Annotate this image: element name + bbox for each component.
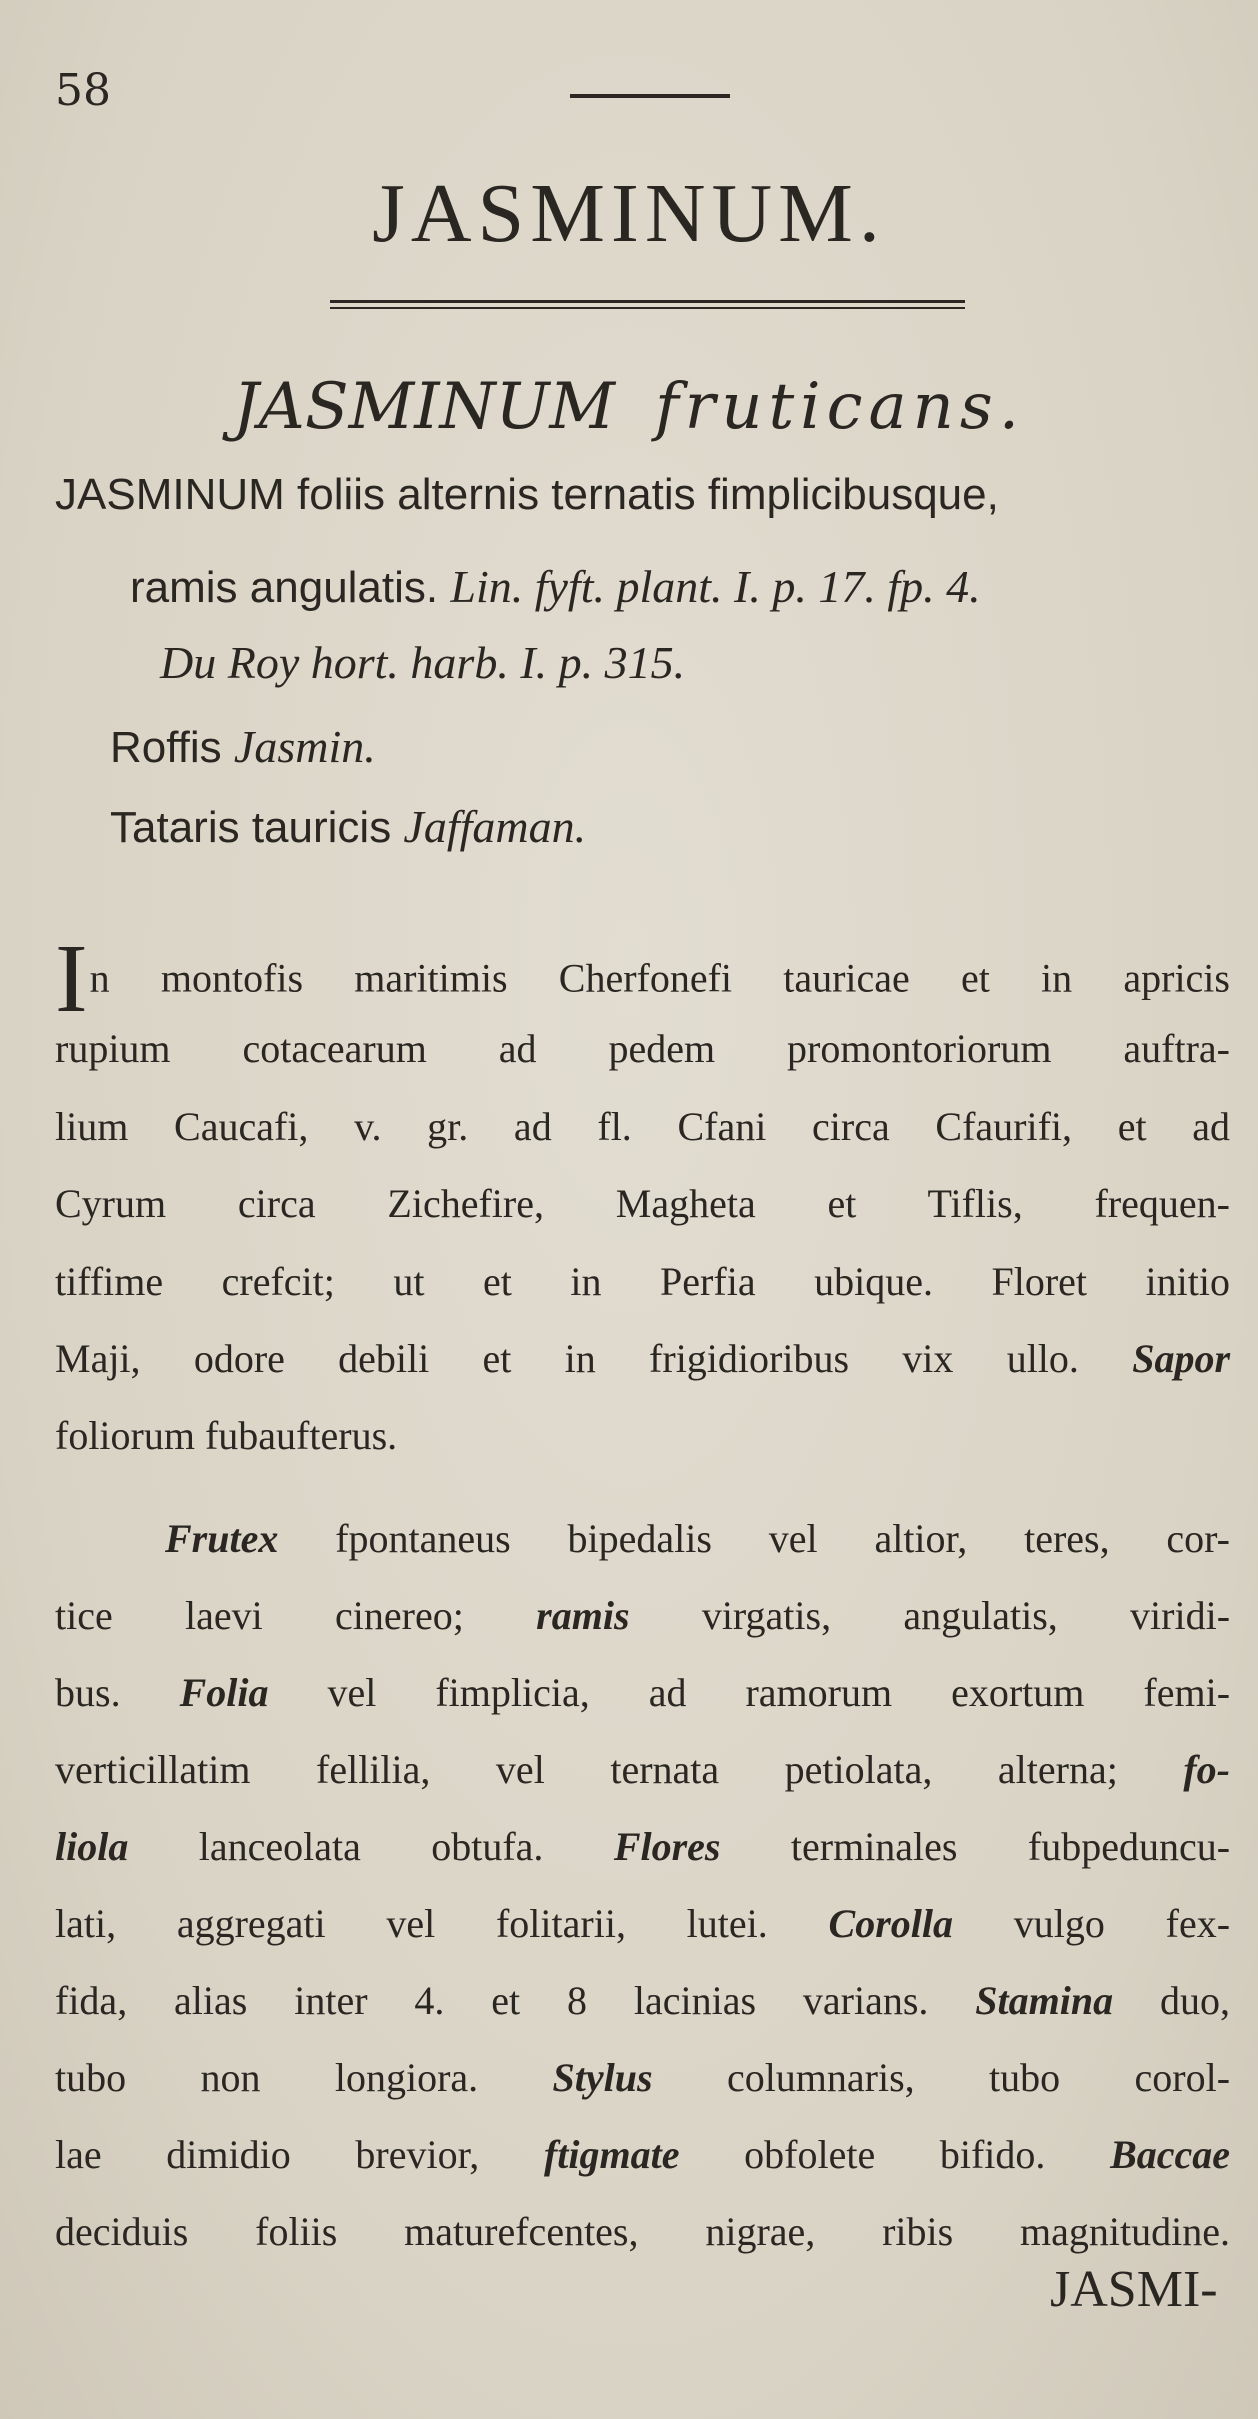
para2-line-2-a: tice laevi cinereo; <box>55 1593 464 1638</box>
para2-line-9 <box>55 2131 1230 2178</box>
para2-line-6-a: lati, aggregati vel folitarii, lutei. <box>55 1901 768 1946</box>
synonym-line-2-text: ramis angulatis. <box>130 563 439 612</box>
term-folia: Folia <box>179 1670 269 1715</box>
synonym-line-5-name: Jaffaman. <box>403 801 587 852</box>
para2-line-6-b: vulgo fex- <box>1013 1901 1231 1946</box>
catchword: JASMI- <box>1050 2261 1218 2318</box>
para2-line-6 <box>55 1900 1230 1947</box>
synonym-line-3-reference: Du Roy hort. harb. I. p. 315. <box>160 637 686 688</box>
synonym-line-2 <box>130 560 981 613</box>
page-title: JASMINUM. <box>372 167 886 260</box>
term-stylus: Stylus <box>552 2055 653 2100</box>
term-foliola-start: fo- <box>1183 1747 1230 1792</box>
title-double-rule <box>330 300 965 309</box>
term-baccae: Baccae <box>1110 2132 1231 2177</box>
para1-line-1-text: n montofis maritimis Cherfonefi tauricae et in apricis <box>89 955 1230 1001</box>
para2-line-9-b: obfolete bifido. <box>744 2132 1046 2177</box>
term-flores: Flores <box>613 1824 721 1869</box>
synonym-line-3 <box>160 636 685 689</box>
synonym-line-5 <box>110 800 586 853</box>
synonym-line-5-text: Tataris tauricis <box>110 803 392 852</box>
drop-cap: I <box>55 925 88 1033</box>
para2-line-10: deciduis foliis maturefcentes, nigrae, ribis magnitudine. <box>55 2209 1230 2254</box>
para2-line-7 <box>55 1977 1230 2024</box>
para2-line-8-a: tubo non longiora. <box>55 2055 479 2100</box>
term-sapor: Sapor <box>1132 1336 1231 1381</box>
para2-line-1 <box>165 1515 1230 1562</box>
para1-line-4: Cyrum circa Zichefire, Magheta et Tiflis, frequen- <box>55 1181 1230 1226</box>
synonym-line-4-name: Jasmin. <box>233 721 376 772</box>
para2-line-7-b: duo, <box>1160 1978 1231 2023</box>
para1-line-3: lium Caucafi, v. gr. ad fl. Cfani circa Cfaurifi, et ad <box>55 1104 1230 1149</box>
para2-line-2 <box>55 1592 1230 1639</box>
para2-line-3-b: vel fimplicia, ad ramorum exortum femi- <box>327 1670 1231 1715</box>
header-rule <box>570 94 730 98</box>
synonym-line-1: JASMINUM foliis alternis ternatis fimplicibusque, <box>55 470 999 519</box>
synonym-line-4-text: Roffis <box>110 723 222 772</box>
term-frutex: Frutex <box>165 1516 279 1561</box>
para2-line-4 <box>55 1746 1230 1793</box>
term-corolla: Corolla <box>828 1901 954 1946</box>
para2-line-8 <box>55 2054 1230 2101</box>
para1-line-6-text: Maji, odore debili et in frigidioribus vix ullo. <box>55 1336 1079 1381</box>
term-ramis: ramis <box>536 1593 630 1638</box>
para2-line-2-b: virgatis, angulatis, viridi- <box>701 1593 1231 1638</box>
para2-line-9-a: lae dimidio brevior, <box>55 2132 480 2177</box>
page-number: 58 <box>55 65 111 116</box>
para2-line-4-a: verticillatim fellilia, vel ternata petiolata, alterna; <box>55 1747 1118 1792</box>
term-stamina: Stamina <box>975 1978 1114 2023</box>
para2-line-5-b: terminales fubpeduncu- <box>790 1824 1231 1869</box>
species-heading <box>0 370 1258 444</box>
para2-line-7-a: fida, alias inter 4. et 8 lacinias varians. <box>55 1978 929 2023</box>
synonym-line-4 <box>110 720 376 773</box>
para1-line-6 <box>55 1335 1230 1382</box>
para1-line-1 <box>55 925 1230 1033</box>
para2-line-3 <box>55 1669 1230 1716</box>
para1-line-2: rupium cotacearum ad pedem promontoriorum auftra- <box>55 1026 1230 1071</box>
synonym-line-2-reference: Lin. fyft. plant. I. p. 17. fp. 4. <box>450 561 981 612</box>
species-genus: JASMINUM <box>232 370 615 444</box>
species-epithet: fruticans. <box>654 370 1026 444</box>
term-stigmate: ftigmate <box>543 2132 680 2177</box>
para2-line-1-text: fpontaneus bipedalis vel altior, teres, cor- <box>335 1516 1231 1561</box>
term-foliola-end: liola <box>55 1824 129 1869</box>
para2-line-5 <box>55 1823 1230 1870</box>
para1-line-5: tiffime crefcit; ut et in Perfia ubique. Floret initio <box>55 1259 1230 1304</box>
para2-line-5-a: lanceolata obtufa. <box>198 1824 544 1869</box>
para2-line-8-b: columnaris, tubo corol- <box>726 2055 1231 2100</box>
para1-line-7: foliorum fubaufterus. <box>55 1413 398 1458</box>
para2-line-3-a: bus. <box>55 1670 121 1715</box>
